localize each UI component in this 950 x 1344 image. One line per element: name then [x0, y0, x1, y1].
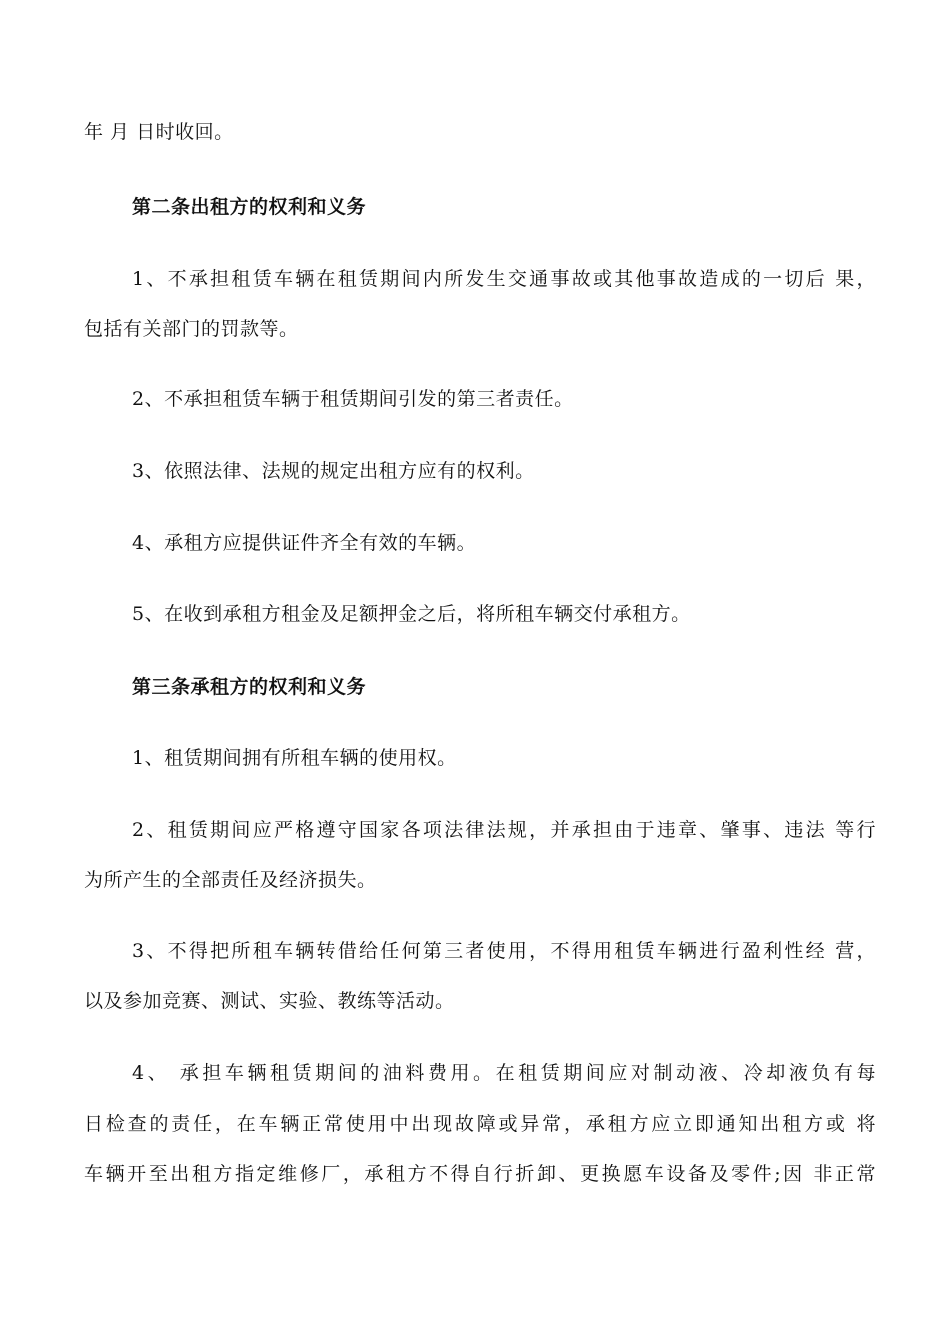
lessor-clause-1-line-2: 包括有关部门的罚款等。: [84, 318, 299, 340]
lessee-clause-2-line-1: 2、租赁期间应严格遵守国家各项法律法规，并承担由于违章、肇事、违法 等行: [132, 819, 876, 841]
section-heading-lessee: 第三条承租方的权利和义务: [132, 676, 367, 698]
lessee-clause-1: 1、租赁期间拥有所租车辆的使用权。: [132, 747, 457, 769]
lessee-clause-4-line-2: 日检查的责任，在车辆正常使用中出现故障或异常，承租方应立即通知出租方或 将: [84, 1113, 876, 1135]
lessee-clause-4-line-3: 车辆开至出租方指定维修厂，承租方不得自行折卸、更换愿车设备及零件;因 非正常: [84, 1163, 876, 1185]
lessee-clause-3-line-1: 3、不得把所租车辆转借给任何第三者使用，不得用租赁车辆进行盈利性经 营，: [132, 940, 876, 962]
lessor-clause-4: 4、承租方应提供证件齐全有效的车辆。: [132, 532, 477, 554]
lessee-clause-2-line-2: 为所产生的全部责任及经济损失。: [84, 869, 377, 891]
lessee-clause-4-line-1: 4、 承担车辆租赁期间的油料费用。在租赁期间应对制动液、冷却液负有每: [132, 1062, 876, 1084]
section-heading-lessor: 第二条出租方的权利和义务: [132, 196, 367, 218]
text-line-date-return: 年 月 日时收回。: [84, 121, 234, 143]
lessor-clause-1-line-1: 1、不承担租赁车辆在租赁期间内所发生交通事故或其他事故造成的一切后 果，: [132, 268, 876, 290]
lessor-clause-3: 3、依照法律、法规的规定出租方应有的权利。: [132, 460, 535, 482]
lessee-clause-3-line-2: 以及参加竞赛、测试、实验、教练等活动。: [84, 990, 455, 1012]
lessor-clause-5: 5、在收到承租方租金及足额押金之后，将所租车辆交付承租方。: [132, 603, 691, 625]
lessor-clause-2: 2、不承担租赁车辆于租赁期间引发的第三者责任。: [132, 388, 574, 410]
